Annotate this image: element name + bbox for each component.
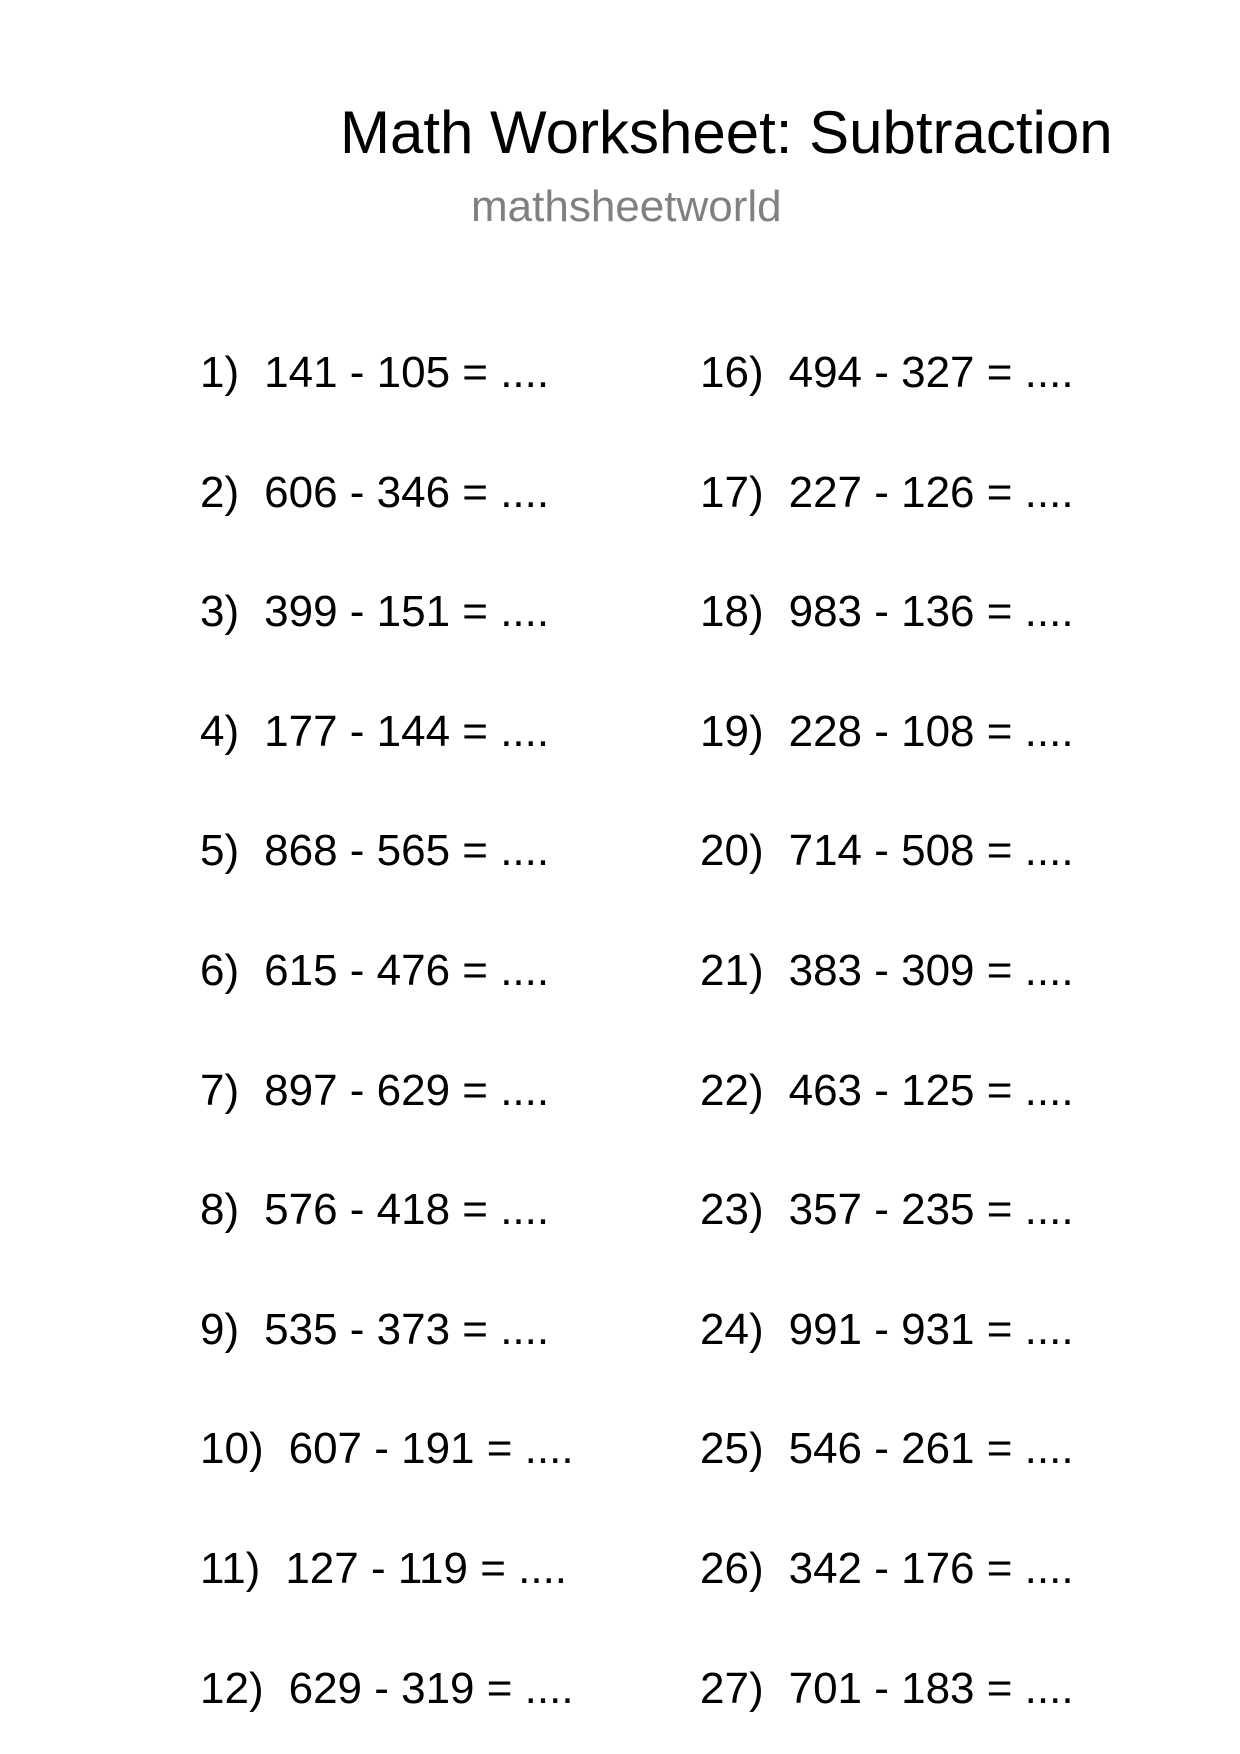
problem-expression: 535 - 373 = .... (264, 1304, 550, 1354)
problem-expression: 629 - 319 = .... (288, 1663, 574, 1713)
problem-item (200, 1185, 549, 1235)
problem-number: 26) (700, 1544, 764, 1593)
problem-number: 24) (700, 1304, 764, 1354)
problem-number: 12) (200, 1663, 264, 1713)
problem-number: 7) (200, 1065, 240, 1115)
problem-number: 9) (200, 1304, 240, 1354)
problem-item (200, 707, 549, 757)
problem-item (700, 348, 1074, 398)
problem-number: 22) (700, 1065, 764, 1115)
problem-expression: 141 - 105 = .... (264, 348, 550, 397)
problem-expression: 714 - 508 = .... (788, 826, 1074, 876)
problem-expression: 177 - 144 = .... (264, 706, 550, 756)
problem-expression: 868 - 565 = .... (264, 826, 550, 876)
problem-item (200, 587, 549, 637)
problem-number: 23) (700, 1185, 764, 1235)
problem-expression: 897 - 629 = .... (264, 1065, 550, 1115)
problem-number: 17) (700, 467, 764, 517)
problem-expression: 357 - 235 = .... (788, 1185, 1074, 1235)
problem-number: 4) (200, 706, 240, 756)
problem-number: 25) (700, 1424, 764, 1474)
problem-expression: 228 - 108 = .... (788, 706, 1074, 756)
problem-item (200, 468, 549, 518)
problem-item (200, 1544, 567, 1594)
problem-expression: 606 - 346 = .... (264, 467, 550, 517)
problem-expression: 983 - 136 = .... (788, 587, 1074, 637)
problem-item (700, 1424, 1074, 1474)
brand-name: mathsheetworld (471, 182, 782, 231)
problem-number: 3) (200, 587, 240, 637)
problem-expression: 991 - 931 = .... (788, 1304, 1074, 1354)
problem-number: 21) (700, 946, 764, 995)
problem-expression: 701 - 183 = .... (788, 1663, 1074, 1713)
problem-item (200, 1305, 549, 1355)
problem-item (700, 1664, 1074, 1714)
problem-item (200, 946, 549, 996)
problem-expression: 546 - 261 = .... (788, 1424, 1074, 1474)
problem-item (200, 1664, 574, 1714)
problem-expression: 383 - 309 = .... (788, 946, 1074, 995)
problem-item (200, 1066, 549, 1116)
problem-item (700, 1544, 1074, 1594)
problem-number: 8) (200, 1185, 240, 1235)
problem-item (700, 468, 1074, 518)
problem-number: 11) (200, 1544, 261, 1593)
problem-item (700, 1305, 1074, 1355)
problem-expression: 463 - 125 = .... (788, 1065, 1074, 1115)
problem-item (700, 1185, 1074, 1235)
problem-expression: 127 - 119 = .... (285, 1544, 568, 1593)
problem-expression: 399 - 151 = .... (264, 587, 550, 637)
problem-expression: 494 - 327 = .... (788, 348, 1074, 397)
problem-number: 19) (700, 706, 764, 756)
problem-number: 10) (200, 1424, 264, 1474)
problem-number: 27) (700, 1663, 764, 1713)
problem-item (200, 348, 549, 398)
problem-item (700, 587, 1074, 637)
problem-item (700, 946, 1074, 996)
problem-number: 20) (700, 826, 764, 876)
problem-number: 18) (700, 587, 764, 637)
problem-expression: 576 - 418 = .... (264, 1185, 550, 1235)
problem-expression: 607 - 191 = .... (288, 1424, 574, 1474)
problem-item (700, 707, 1074, 757)
problem-item (200, 1424, 574, 1474)
problem-number: 6) (200, 946, 240, 995)
problem-number: 2) (200, 467, 240, 517)
problem-number: 16) (700, 348, 764, 397)
problem-number: 1) (200, 348, 240, 397)
worksheet-title: Math Worksheet: Subtraction (340, 99, 1113, 166)
problem-expression: 227 - 126 = .... (788, 467, 1074, 517)
problem-item (200, 826, 549, 876)
problem-number: 5) (200, 826, 240, 876)
problem-item (700, 1066, 1074, 1116)
problem-item (700, 826, 1074, 876)
problem-expression: 342 - 176 = .... (788, 1544, 1074, 1593)
problem-expression: 615 - 476 = .... (264, 946, 550, 995)
